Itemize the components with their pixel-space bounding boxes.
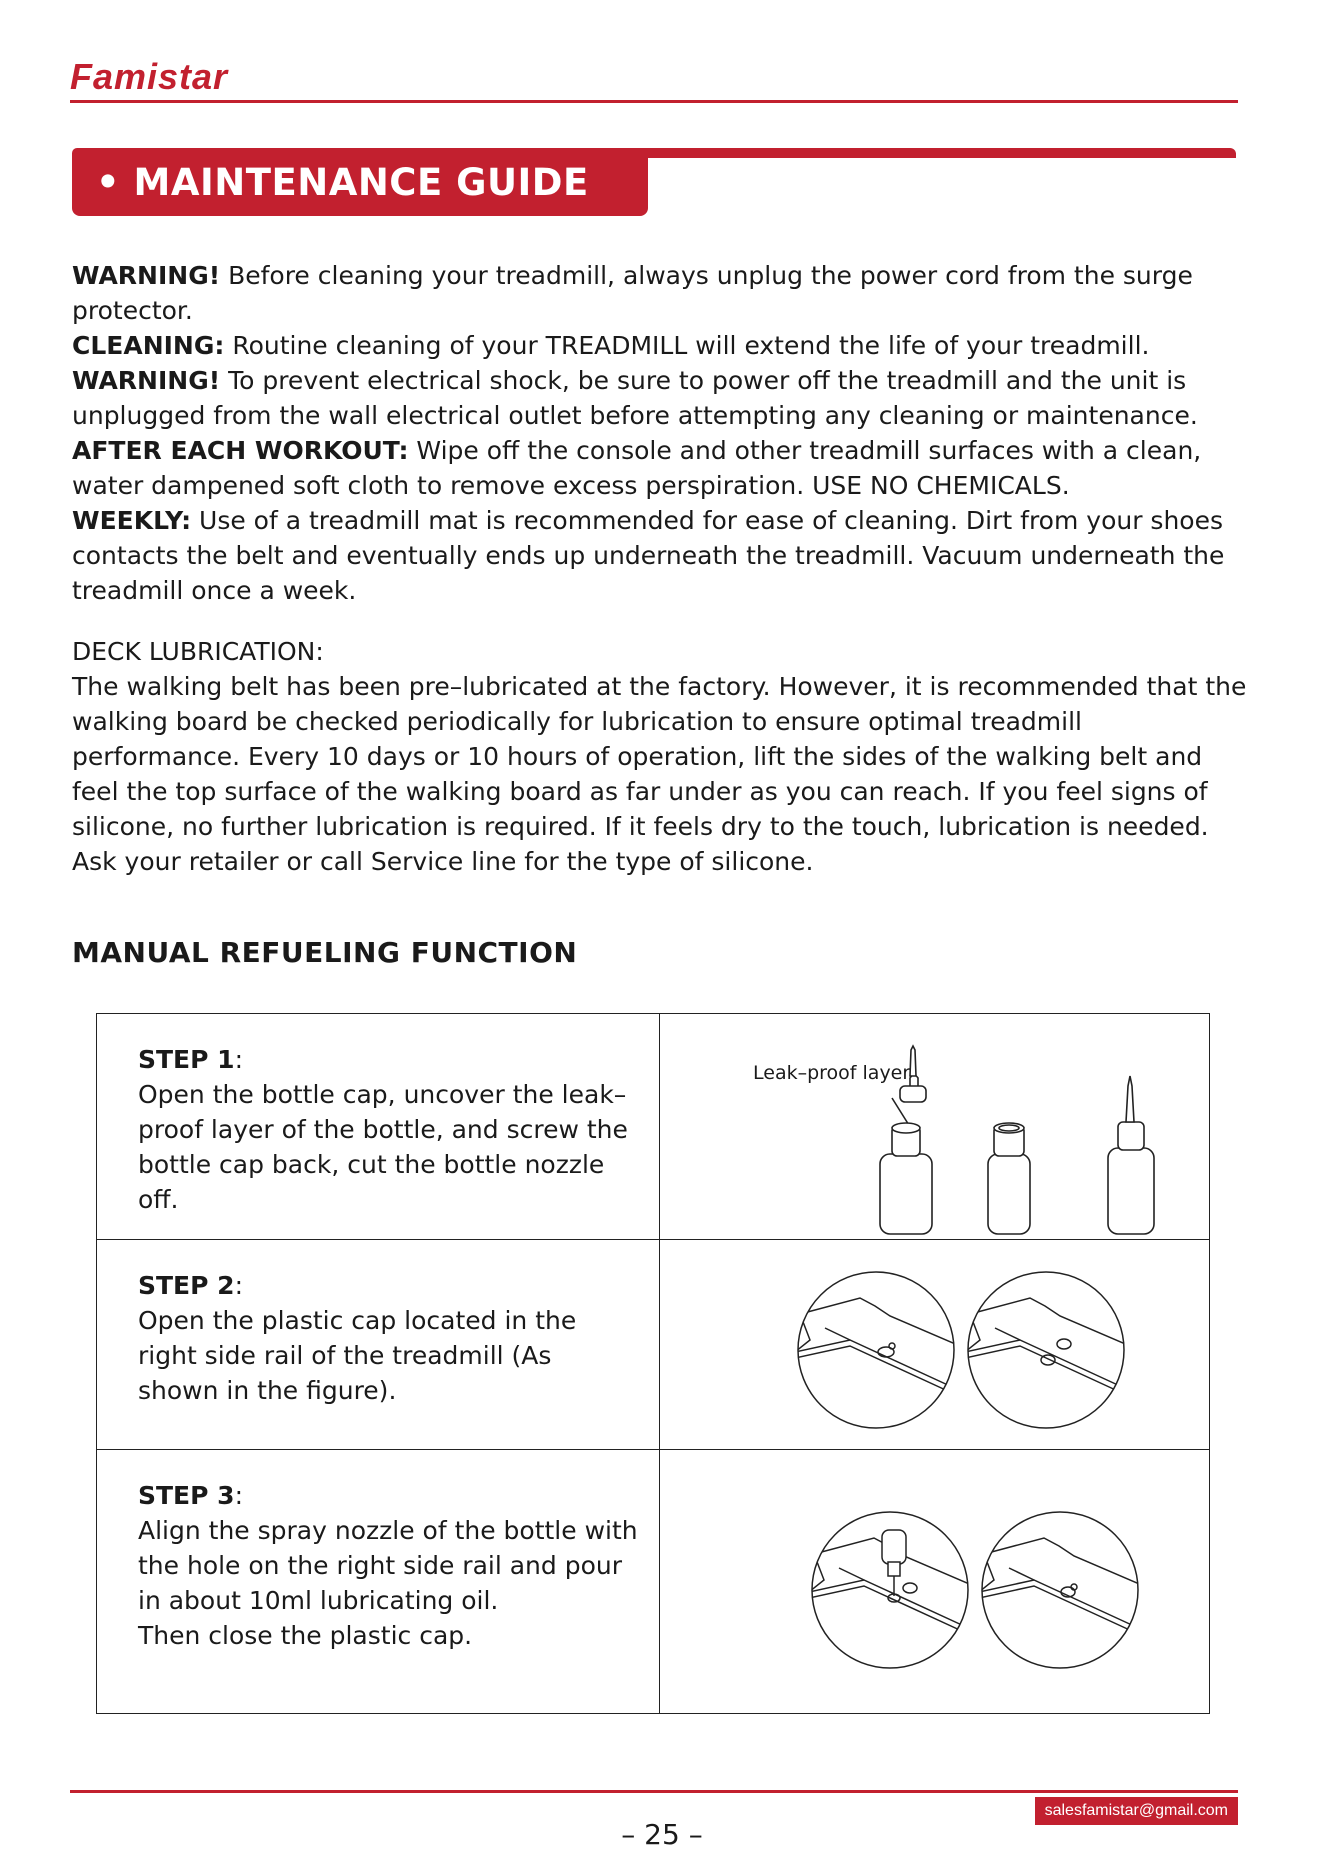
cleaning-text: Routine cleaning of your TREADMILL will extend the life of your treadmill. bbox=[224, 331, 1150, 360]
step-1-figure bbox=[660, 1014, 1209, 1239]
step-2-figure bbox=[660, 1240, 1209, 1449]
leak-proof-label: Leak–proof layer bbox=[753, 1062, 911, 1084]
deck-title: DECK LUBRICATION: bbox=[72, 637, 324, 666]
deck-lubrication bbox=[72, 634, 1252, 879]
paragraph-cleaning bbox=[72, 328, 1252, 363]
after-workout-text: Wipe off the console and other treadmill surfaces with a clean, water dampened soft cloth to remove excess perspiration. USE NO CHEMICALS. bbox=[72, 436, 1202, 500]
refuel-title: MANUAL REFUELING FUNCTION bbox=[72, 936, 578, 969]
paragraph-warning-2 bbox=[72, 363, 1252, 433]
deck-text: The walking belt has been pre–lubricated at the factory. However, it is recommended that the walking board be checked periodically for lubrication to ensure optimal treadmill performance. Every 10 days or 10 hours of operation, lift the sides of the walking belt and feel the top surface of the walking board as far under as you can reach. If you feel signs of silicone, no further lubrication is required. If it feels dry to the touch, lubrication is needed. Ask your retailer or call Service line for the type of silicone. bbox=[72, 672, 1247, 876]
header-rule bbox=[70, 100, 1238, 103]
step-3-figure bbox=[660, 1450, 1209, 1714]
paragraph-weekly bbox=[72, 503, 1252, 608]
step-3-text: Align the spray nozzle of the bottle with the hole on the right side rail and pour in about 10ml lubricating oil. bbox=[138, 1516, 638, 1615]
step-row-3 bbox=[97, 1450, 1209, 1714]
label-after-workout: AFTER EACH WORKOUT: bbox=[72, 436, 409, 465]
rail-cap-illustration bbox=[660, 1240, 1210, 1450]
warning-2-text: To prevent electrical shock, be sure to power off the treadmill and the unit is unplugged from the wall electrical outlet before attempting any cleaning or maintenance. bbox=[72, 366, 1198, 430]
warning-1-text: Before cleaning your treadmill, always unplug the power cord from the surge protector. bbox=[72, 261, 1193, 325]
maintenance-text bbox=[72, 258, 1252, 608]
step-3-text-close: Then close the plastic cap. bbox=[138, 1621, 473, 1650]
section-title: • MAINTENANCE GUIDE bbox=[72, 150, 648, 216]
step-row-2 bbox=[97, 1240, 1209, 1450]
footer-email: salesfamistar@gmail.com bbox=[1035, 1797, 1238, 1825]
page-number: – 25 – bbox=[621, 1818, 703, 1851]
label-weekly: WEEKLY: bbox=[72, 506, 192, 535]
step-1-text: Open the bottle cap, uncover the leak–proof layer of the bottle, and screw the bottle cap back, cut the bottle nozzle off. bbox=[138, 1080, 628, 1214]
label-cleaning: CLEANING: bbox=[72, 331, 225, 360]
step-2-text: Open the plastic cap located in the right side rail of the treadmill (As shown in the figure). bbox=[138, 1306, 577, 1405]
step-2-label: STEP 2 bbox=[138, 1271, 235, 1300]
step-3-text-cell: STEP 3: Align the spray nozzle of the bottle with the hole on the right side rail and pour in about 10ml lubricating oil. Then close the plastic cap. bbox=[97, 1450, 660, 1714]
bottles-illustration bbox=[660, 1014, 1210, 1240]
paragraph-warning-1 bbox=[72, 258, 1252, 328]
brand-logo: Famistar bbox=[70, 56, 229, 97]
label-warning: WARNING! bbox=[72, 261, 221, 290]
step-2-text-cell: STEP 2: Open the plastic cap located in the right side rail of the treadmill (As shown in the figure). bbox=[97, 1240, 660, 1449]
label-warning-2: WARNING! bbox=[72, 366, 221, 395]
weekly-text: Use of a treadmill mat is recommended for ease of cleaning. Dirt from your shoes contacts the belt and eventually ends up underneath the treadmill. Vacuum underneath the treadmill once a week. bbox=[72, 506, 1225, 605]
paragraph-after-workout bbox=[72, 433, 1252, 503]
footer-rule bbox=[70, 1790, 1238, 1793]
step-1-label: STEP 1 bbox=[138, 1045, 235, 1074]
step-3-label: STEP 3 bbox=[138, 1481, 235, 1510]
steps-table bbox=[96, 1013, 1210, 1714]
step-1-text-cell: STEP 1: Open the bottle cap, uncover the leak–proof layer of the bottle, and screw the bottle cap back, cut the bottle nozzle off. bbox=[97, 1014, 660, 1239]
step-row-1 bbox=[97, 1014, 1209, 1240]
pour-oil-illustration bbox=[660, 1450, 1210, 1714]
